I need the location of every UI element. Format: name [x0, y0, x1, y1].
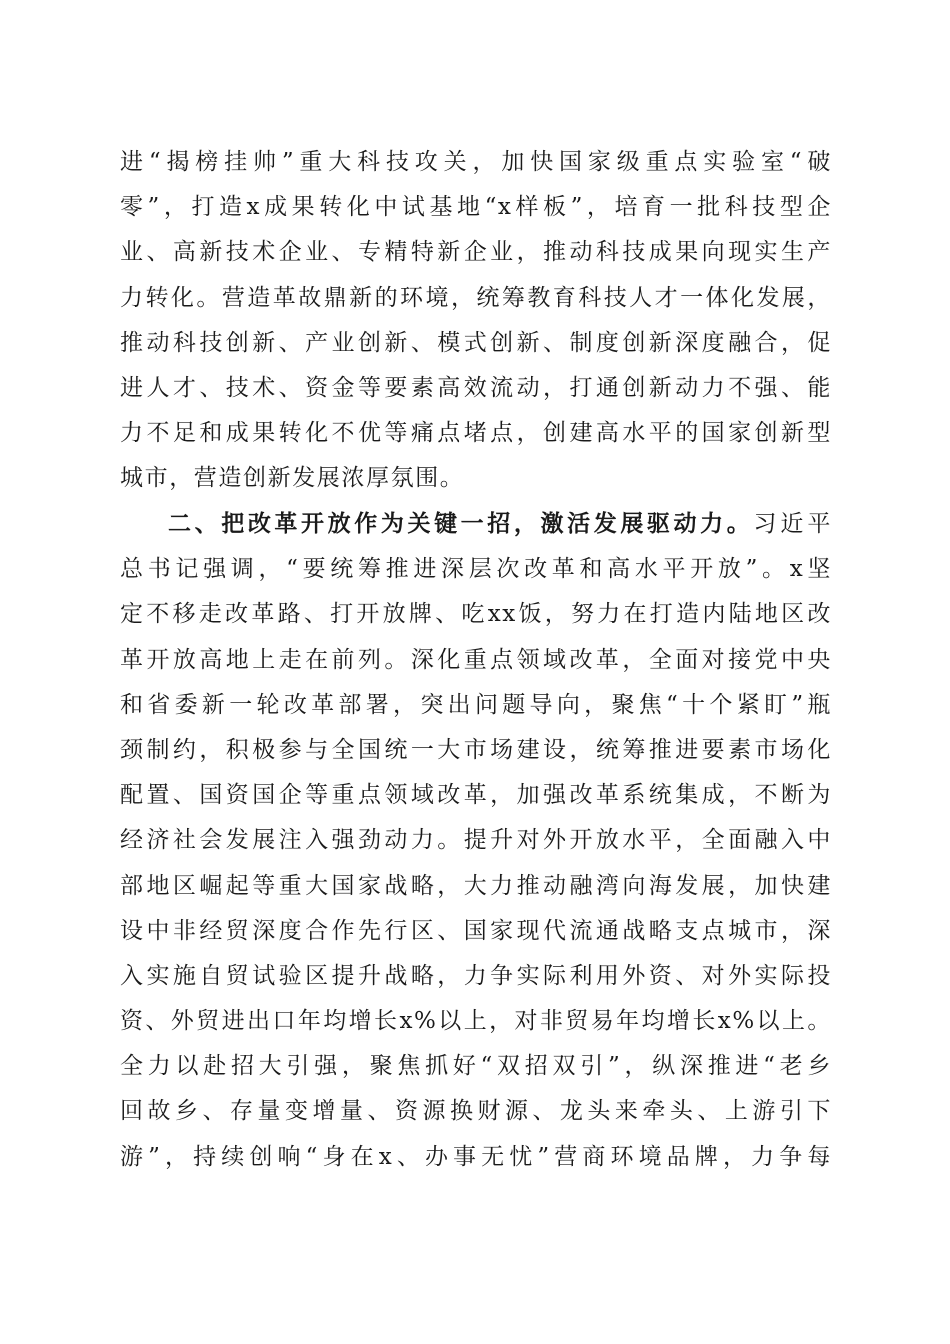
text-line: 经济社会发展注入强劲动力。提升对外开放水平，全面融入中	[120, 827, 832, 854]
text-line: 部地区崛起等重大国家战略，大力推动融湾向海发展，加快建	[120, 872, 832, 899]
text-line: 配置、国资国企等重点领域改革，加强改革系统集成，不断为	[120, 782, 832, 809]
text-line: 设中非经贸深度合作先行区、国家现代流通战略支点城市，深	[120, 917, 832, 944]
text-line: 定不移走改革路、打开放牌、吃xx饭，努力在打造内陆地区改	[120, 601, 832, 628]
text-line: 进“揭榜挂帅”重大科技攻关，加快国家级重点实验室“破	[120, 149, 832, 175]
text-line: 回故乡、存量变增量、资源换财源、龙头来牵头、上游引下	[120, 1098, 832, 1125]
text-line: 力转化。营造革故鼎新的环境，统筹教育科技人才一体化发展，	[120, 284, 832, 311]
text-line: 城市，营造创新发展浓厚氛围。	[120, 465, 465, 492]
paragraph-science-innovation	[120, 140, 832, 502]
text-line: 力不足和成果转化不优等痛点堵点，创建高水平的国家创新型	[120, 420, 832, 447]
heading-continuation: 习近平	[753, 511, 832, 537]
text-line: 总书记强调，“要统筹推进深层次改革和高水平开放”。x坚	[120, 556, 832, 583]
text-line: 革开放高地上走在前列。深化重点领域改革，全面对接党中央	[120, 646, 832, 673]
paragraph-reform-opening	[120, 502, 832, 1180]
text-line: 和省委新一轮改革部署，突出问题导向，聚焦“十个紧盯”瓶	[120, 691, 832, 718]
text-line: 推动科技创新、产业创新、模式创新、制度创新深度融合，促	[120, 329, 832, 356]
text-line-first	[120, 502, 832, 547]
text-line: 进人才、技术、资金等要素高效流动，打通创新动力不强、能	[120, 374, 832, 401]
text-line: 资、外贸进出口年均增长x%以上，对非贸易年均增长x%以上。	[120, 1008, 832, 1035]
text-line: 零”，打造x成果转化中试基地“x样板”，培育一批科技型企	[120, 194, 832, 221]
text-line: 全力以赴招大引强，聚焦抓好“双招双引”，纵深推进“老乡	[120, 1053, 832, 1080]
text-line: 游”，持续创响“身在x、办事无忧”营商环境品牌，力争每	[120, 1143, 832, 1170]
section-heading: 二、把改革开放作为关键一招，激活发展驱动力。	[168, 511, 754, 537]
text-line: 业、高新技术企业、专精特新企业，推动科技成果向现实生产	[120, 239, 832, 266]
text-line: 颈制约，积极参与全国统一大市场建设，统筹推进要素市场化	[120, 736, 832, 763]
text-line: 入实施自贸试验区提升战略，力争实际利用外资、对外实际投	[120, 962, 832, 989]
